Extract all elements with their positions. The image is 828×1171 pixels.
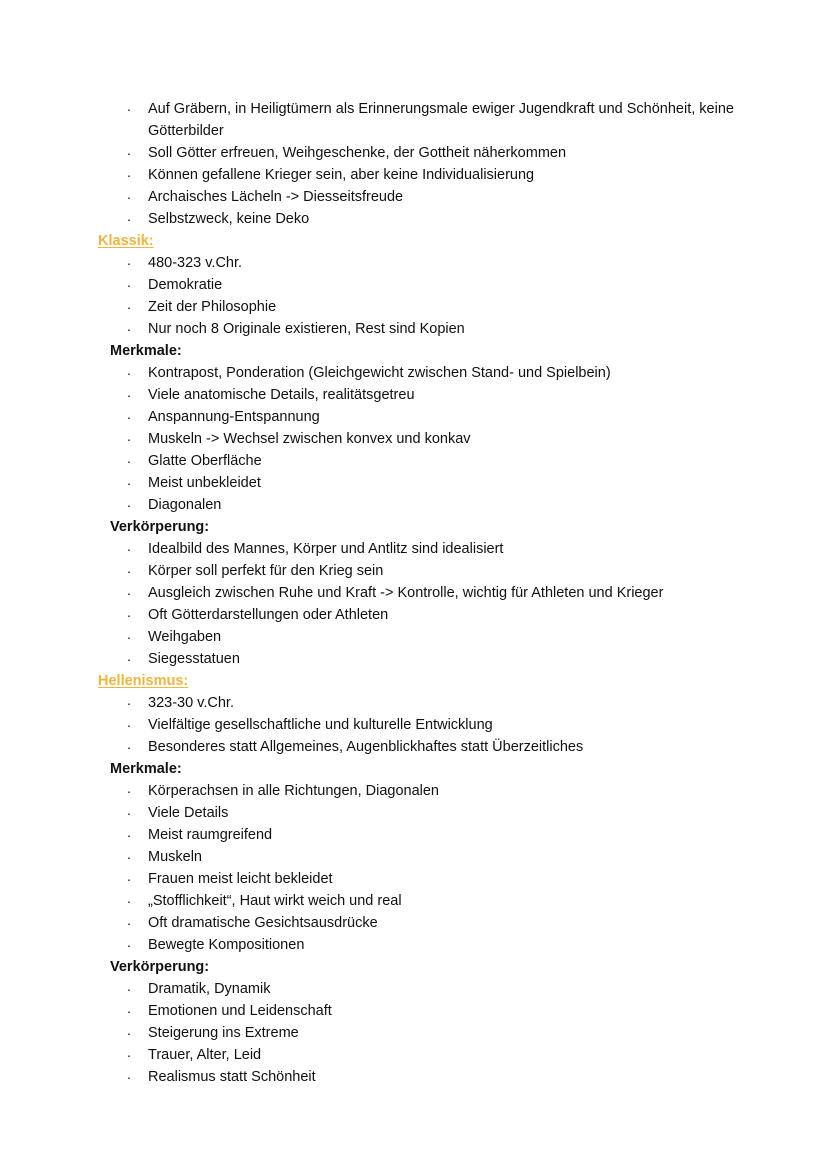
bullet: · [126, 585, 132, 601]
list-item-text: 323-30 v.Chr. [148, 695, 234, 711]
list-item [0, 1044, 828, 1066]
bullet: · [126, 497, 132, 513]
bullet: · [126, 915, 132, 931]
list-item [0, 208, 828, 230]
intro-list [0, 98, 828, 230]
subheading-klassik-verkoerperung: Verkörperung: [110, 519, 210, 535]
bullet: · [126, 387, 132, 403]
bullet: · [126, 145, 132, 161]
bullet: · [126, 277, 132, 293]
bullet: · [126, 189, 132, 205]
bullet: · [126, 827, 132, 843]
list-item-text: Demokratie [148, 277, 223, 293]
list-item [0, 494, 828, 516]
list-item-text: Emotionen und Leidenschaft [148, 1003, 332, 1019]
list-item-text: Vielfältige gesellschaftliche und kulturelle Entwicklung [148, 717, 493, 733]
bullet: · [126, 783, 132, 799]
list-item-text: Auf Gräbern, in Heiligtümern als Erinnerungsmale ewiger Jugendkraft und Schönheit, keine Götterbilder [148, 101, 734, 139]
subheading-hellenismus-verkoerperung: Verkörperung: [110, 959, 210, 975]
bullet: · [126, 431, 132, 447]
bullet: · [126, 475, 132, 491]
list-item [0, 538, 828, 560]
list-item-text: Zeit der Philosophie [148, 299, 277, 315]
list-item-text: Siegesstatuen [148, 651, 240, 667]
list-item [0, 318, 828, 340]
bullet: · [126, 167, 132, 183]
list-item [0, 934, 828, 956]
bullet: · [126, 409, 132, 425]
list-item-text: Anspannung-Entspannung [148, 409, 320, 425]
list-item-text: Meist raumgreifend [148, 827, 273, 843]
list-item-text: Viele Details [148, 805, 229, 821]
bullet: · [126, 717, 132, 733]
klassik-list [0, 252, 828, 340]
list-item [0, 1066, 828, 1088]
list-item [0, 98, 738, 142]
list-item-text: Weihgaben [148, 629, 222, 645]
bullet: · [126, 101, 132, 117]
list-item-text: Glatte Oberfläche [148, 453, 262, 469]
list-item-text: 480-323 v.Chr. [148, 255, 243, 271]
list-item [0, 1000, 828, 1022]
list-item-text: Idealbild des Mannes, Körper und Antlitz sind idealisiert [148, 541, 504, 557]
list-item [0, 384, 828, 406]
bullet: · [126, 1025, 132, 1041]
list-item [0, 406, 828, 428]
list-item [0, 274, 828, 296]
bullet: · [126, 453, 132, 469]
list-item [0, 186, 828, 208]
bullet: · [126, 1003, 132, 1019]
bullet: · [126, 211, 132, 227]
list-item-text: Oft Götterdarstellungen oder Athleten [148, 607, 389, 623]
list-item-text: Meist unbekleidet [148, 475, 261, 491]
bullet: · [126, 651, 132, 667]
bullet: · [126, 563, 132, 579]
list-item [0, 164, 828, 186]
bullet: · [126, 849, 132, 865]
bullet: · [126, 695, 132, 711]
list-item [0, 846, 828, 868]
list-item-text: Körper soll perfekt für den Krieg sein [148, 563, 384, 579]
list-item-text: Muskeln [148, 849, 202, 865]
list-item [0, 450, 828, 472]
klassik-verkoerperung-list [0, 538, 828, 670]
bullet: · [126, 1069, 132, 1085]
list-item-text: Archaisches Lächeln -> Diesseitsfreude [148, 189, 404, 205]
list-item-text: Bewegte Kompositionen [148, 937, 305, 953]
list-item [0, 626, 828, 648]
list-item [0, 362, 828, 384]
list-item-text: Oft dramatische Gesichtsausdrücke [148, 915, 378, 931]
list-item [0, 428, 828, 450]
section-heading-klassik: Klassik: [98, 233, 154, 249]
list-item-text: Trauer, Alter, Leid [148, 1047, 262, 1063]
bullet: · [126, 871, 132, 887]
list-item [0, 692, 828, 714]
list-item [0, 868, 828, 890]
list-item-text: Ausgleich zwischen Ruhe und Kraft -> Kontrolle, wichtig für Athleten und Krieger [148, 585, 664, 601]
list-item-text: Kontrapost, Ponderation (Gleichgewicht zwischen Stand- und Spielbein) [148, 365, 611, 381]
bullet: · [126, 299, 132, 315]
bullet: · [126, 893, 132, 909]
list-item [0, 714, 828, 736]
bullet: · [126, 541, 132, 557]
list-item [0, 802, 828, 824]
bullet: · [126, 981, 132, 997]
list-item [0, 824, 828, 846]
bullet: · [126, 365, 132, 381]
bullet: · [126, 739, 132, 755]
list-item [0, 1022, 828, 1044]
list-item [0, 472, 828, 494]
list-item [0, 142, 828, 164]
list-item [0, 604, 828, 626]
bullet: · [126, 805, 132, 821]
hellenismus-list [0, 692, 828, 758]
list-item-text: Viele anatomische Details, realitätsgetreu [148, 387, 415, 403]
list-item-text: Frauen meist leicht bekleidet [148, 871, 333, 887]
list-item-text: Besonderes statt Allgemeines, Augenblickhaftes statt Überzeitliches [148, 739, 584, 755]
list-item [0, 912, 828, 934]
list-item [0, 560, 828, 582]
subheading-klassik-merkmale: Merkmale: [110, 343, 182, 359]
list-item [0, 890, 828, 912]
list-item-text: Diagonalen [148, 497, 222, 513]
list-item-text: Soll Götter erfreuen, Weihgeschenke, der Gottheit näherkommen [148, 145, 567, 161]
bullet: · [126, 937, 132, 953]
hellenismus-verkoerperung-list [0, 978, 828, 1088]
list-item-text: Körperachsen in alle Richtungen, Diagonalen [148, 783, 439, 799]
bullet: · [126, 1047, 132, 1063]
bullet: · [126, 321, 132, 337]
bullet: · [126, 607, 132, 623]
list-item-text: Realismus statt Schönheit [148, 1069, 316, 1085]
list-item-text: „Stofflichkeit“, Haut wirkt weich und real [148, 893, 402, 909]
bullet: · [126, 629, 132, 645]
hellenismus-merkmale-list [0, 780, 828, 956]
list-item [0, 736, 828, 758]
list-item [0, 978, 828, 1000]
list-item [0, 780, 828, 802]
list-item-text: Nur noch 8 Originale existieren, Rest sind Kopien [148, 321, 465, 337]
list-item-text: Steigerung ins Extreme [148, 1025, 299, 1041]
section-heading-hellenismus: Hellenismus: [98, 673, 189, 689]
list-item-text: Können gefallene Krieger sein, aber keine Individualisierung [148, 167, 535, 183]
list-item [0, 582, 828, 604]
list-item [0, 252, 828, 274]
subheading-hellenismus-merkmale: Merkmale: [110, 761, 182, 777]
list-item-text: Dramatik, Dynamik [148, 981, 271, 997]
list-item-text: Selbstzweck, keine Deko [148, 211, 310, 227]
list-item-text: Muskeln -> Wechsel zwischen konvex und konkav [148, 431, 471, 447]
list-item [0, 296, 828, 318]
bullet: · [126, 255, 132, 271]
klassik-merkmale-list [0, 362, 828, 516]
list-item [0, 648, 828, 670]
